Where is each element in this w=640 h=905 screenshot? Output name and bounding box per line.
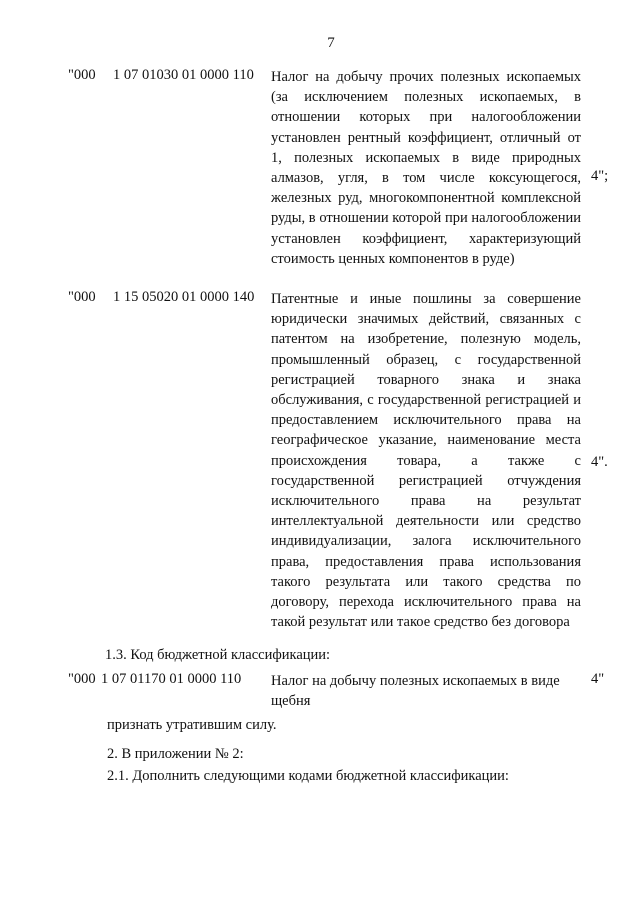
invalidate-text: признать утратившим силу. — [107, 717, 277, 733]
section-heading: 2.1. Дополнить следующими кодами бюджетной классификации: — [107, 768, 509, 784]
row-value: 4". — [591, 454, 608, 470]
budget-code: 1 07 01030 01 0000 110 — [113, 67, 254, 83]
table-row — [0, 67, 640, 287]
page-number: 7 — [327, 35, 335, 51]
section-heading: 2. В приложении № 2: — [107, 746, 244, 762]
row-quote: "000 — [68, 67, 96, 83]
row-description: Налог на добычу прочих полезных ископаемых (за исключением полезных ископаемых, в отношении которых при налогообложении установлен рентный коэффициент, отличный от 1, полезных ископаемых в виде природных алмазов, угля, в том числе коксующегося, железных руд, многокомпонентной комплексной руды, в отношении которой при налогообложении установлен коэффициент, характеризующий стоимость ценных компонентов в руде) — [271, 69, 581, 267]
budget-code: 1 07 01170 01 0000 110 — [101, 671, 242, 687]
row-description: Патентные и иные пошлины за совершение юридически значимых действий, связанных с патентом на изобретение, полезную модель, промышленный образец, с государственной регистрацией товарного знака и знака обслуживания, с государственной регистрацией и предоставлением исключительного права на географическое указание, наименование места происхождения товара, а также с государственной регистрацией отчуждения исключительного права на результат интеллектуальной деятельности или средство индивидуализации, залога исключительного права, предоставления права использования такого результата или такого средства по договору, перехода исключительного права на такой результат или такое средство без договора — [271, 291, 581, 631]
budget-code: 1 15 05020 01 0000 140 — [113, 289, 255, 305]
row-value: 4" — [591, 671, 605, 687]
section-heading: 1.3. Код бюджетной классификации: — [105, 647, 331, 663]
row-description: Налог на добычу полезных ископаемых в виде щебня — [271, 673, 560, 710]
table-row — [0, 671, 640, 713]
table-row — [0, 289, 640, 644]
row-value: 4"; — [591, 168, 609, 184]
row-quote: "000 — [68, 289, 96, 305]
row-quote: "000 — [68, 671, 96, 687]
